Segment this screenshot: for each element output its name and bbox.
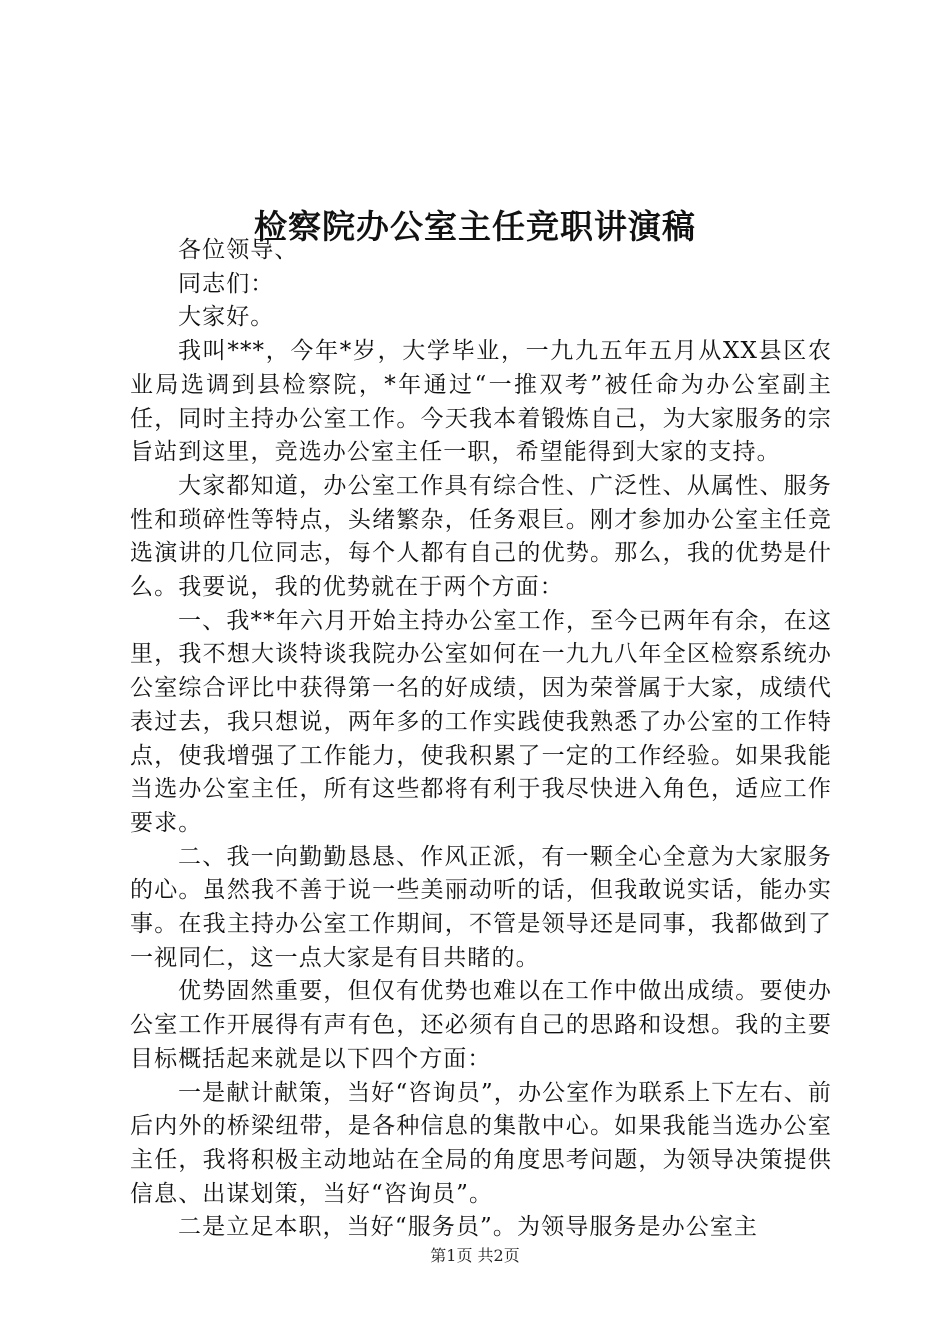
document-body [130, 234, 832, 1245]
paragraph-goal-two: 二是立足本职，当好“服务员”。为领导服务是办公室主 [178, 1214, 759, 1241]
paragraph-advantage-one: 一、我**年六月开始主持办公室工作，至今已两年有余，在这里，我不想大谈特谈我院办公室如何在一九九八年全区检察系统办公室综合评比中获得第一名的好成绩，因为荣誉属于大家，成绩代表过去，我只想说，两年多的工作实践使我熟悉了办公室的工作特点，使我增强了工作能力，使我积累了一定的工作经验。如果我能当选办公室主任，所有这些都将有利于我尽快进入角色，适应工作要求。 [130, 607, 832, 836]
salutation-leaders: 各位领导、 [178, 237, 299, 263]
salutation-comrades: 同志们： [178, 270, 275, 297]
paragraph-goal-one: 一是献计献策，当好“咨询员”，办公室作为联系上下左右、前后内外的桥梁纽带，是各种信息的集散中心。如果我能当选办公室主任，我将积极主动地站在全局的角度思考问题，为领导决策提供信息、出谋划策，当好“咨询员”。 [130, 1079, 832, 1207]
paragraph-advantage-two: 二、我一向勤勤恳恳、作风正派，有一颗全心全意为大家服务的心。虽然我不善于说一些美丽动听的话，但我敢说实话，能办实事。在我主持办公室工作期间，不管是领导还是同事，我都做到了一视同仁，这一点大家是有目共睹的。 [130, 843, 832, 971]
paragraph-office-characteristics: 大家都知道，办公室工作具有综合性、广泛性、从属性、服务性和琐碎性等特点，头绪繁杂，任务艰巨。刚才参加办公室主任竞选演讲的几位同志，每个人都有自己的优势。那么，我的优势是什么。我要说，我的优势就在于两个方面： [130, 472, 832, 601]
document-title: 检察院办公室主任竞职讲演稿 [254, 207, 696, 247]
page-number-footer: 第1页 共2页 [430, 1246, 520, 1265]
paragraph-goals-intro: 优势固然重要，但仅有优势也难以在工作中做出成绩。要使办公室工作开展得有声有色，还必须有自己的思路和设想。我的主要目标概括起来就是以下四个方面： [130, 978, 832, 1072]
paragraph-self-introduction: 我叫***，今年*岁，大学毕业，一九九五年五月从XX县区农业局选调到县检察院，*年通过“一推双考”被任命为办公室副主任，同时主持办公室工作。今天我本着锻炼自己，为大家服务的宗旨站到这里，竞选办公室主任一职，希望能得到大家的支持。 [130, 338, 832, 466]
greeting: 大家好。 [178, 304, 275, 331]
